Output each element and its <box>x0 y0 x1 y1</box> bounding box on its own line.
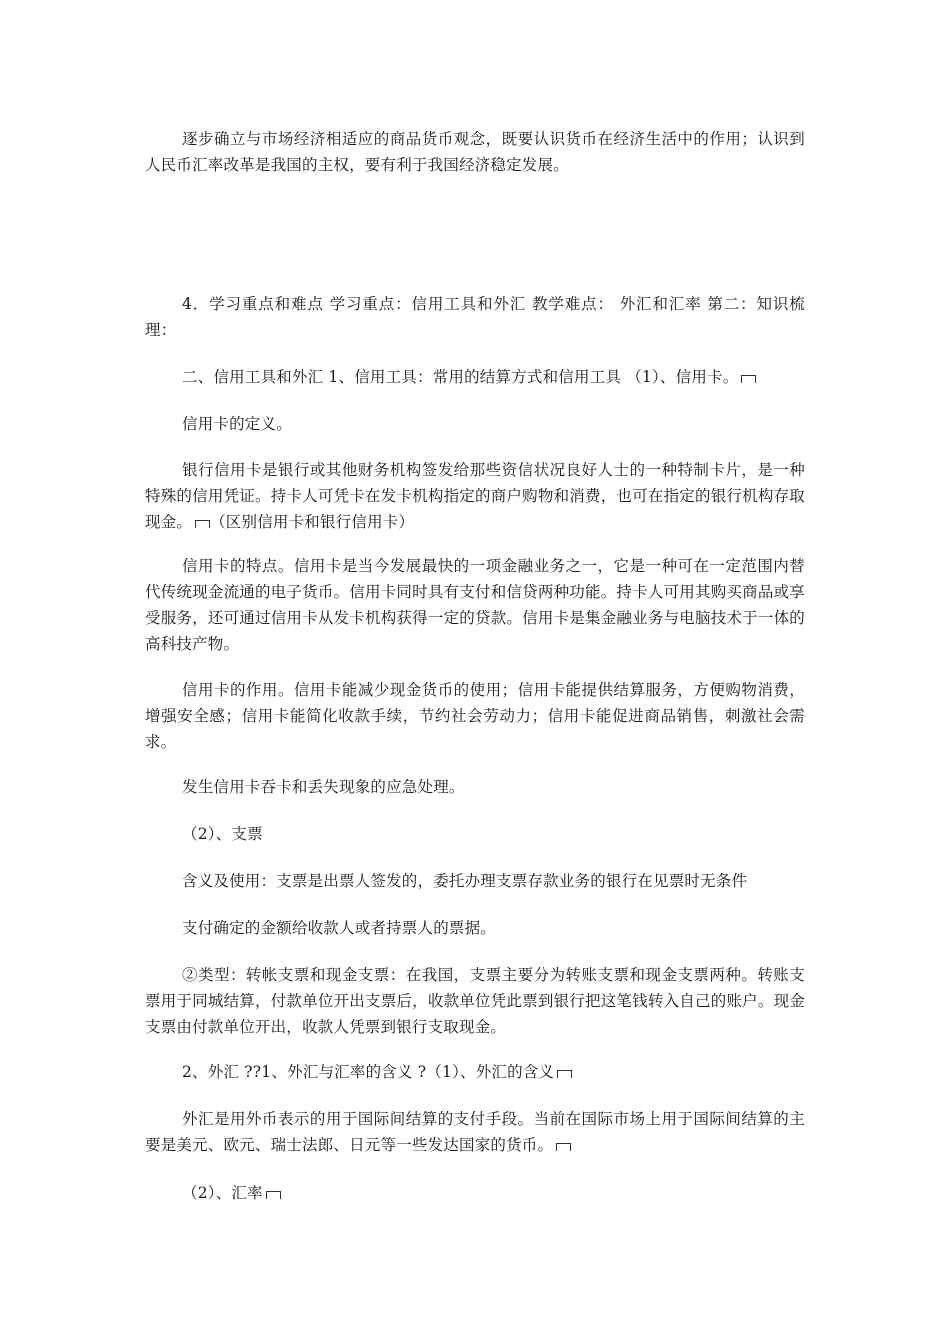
paragraph-cheque-meaning-cont <box>145 915 805 941</box>
paragraph-credit-card-definition-heading <box>145 411 805 437</box>
paragraph-text: 二、信用工具和外汇 1、信用工具：常用的结算方式和信用工具 （1）、信用卡。 <box>182 368 739 386</box>
paragraph-text: 外汇是用外币表示的用于国际间结算的支付手段。当前在国际市场上用于国际间结算的主要是美元、欧元、瑞士法郎、日元等一些发达国家的货币。 <box>145 1110 805 1154</box>
paragraph-text: （2）、汇率 <box>182 1184 263 1202</box>
paragraph-cheque-heading <box>145 821 805 847</box>
paragraph-text: 发生信用卡吞卡和丢失现象的应急处理。 <box>182 778 465 796</box>
paragraph-exchange-rate-heading <box>145 1180 805 1206</box>
paragraph-text: ②类型：转帐支票和现金支票：在我国，支票主要分为转账支票和现金支票两种。转账支票用于同城结算，付款单位开出支票后，收款单位凭此票到银行把这笔钱转入自己的账户。现金支票由付款单位开出，收款人凭票到银行支取现金。 <box>145 966 805 1036</box>
paragraph-text: 支付确定的金额给收款人或者持票人的票据。 <box>182 919 497 937</box>
paragraph-text: 逐步确立与市场经济相适应的商品货币观念，既要认识货币在经济生活中的作用；认识到人民币汇率改革是我国的主权，要有利于我国经济稳定发展。 <box>145 130 805 174</box>
paragraph-objective <box>145 126 805 178</box>
paragraph-text: （2）、支票 <box>182 825 263 843</box>
paragraph-emergency-handling <box>145 774 805 800</box>
paragraph-text: 4．学习重点和难点 学习重点：信用工具和外汇 教学难点： 外汇和汇率 第二：知识梳理： <box>145 295 805 339</box>
paragraph-foreign-exchange-meaning <box>145 1106 805 1158</box>
paragraph-text: 信用卡的作用。信用卡能减少现金货币的使用；信用卡能提供结算服务，方便购物消费，增强安全感；信用卡能简化收款手续，节约社会劳动力；信用卡能促进商品销售，刺激社会需求。 <box>145 681 805 751</box>
paragraph-credit-card-functions <box>145 677 805 755</box>
paragraph-key-points <box>145 291 805 343</box>
paragraph-note: （区别信用卡和银行信用卡） <box>210 513 415 531</box>
paragraph-text: 信用卡的定义。 <box>182 415 292 433</box>
bracket-mark-icon <box>266 1191 281 1199</box>
paragraph-cheque-types <box>145 962 805 1040</box>
bracket-mark-icon <box>741 375 756 383</box>
paragraph-section-heading <box>145 364 805 390</box>
paragraph-credit-card-definition <box>145 457 805 535</box>
bracket-mark-icon <box>556 1143 571 1151</box>
paragraph-cheque-meaning <box>145 868 805 894</box>
paragraph-text: 信用卡的特点。信用卡是当今发展最快的一项金融业务之一，它是一种可在一定范围内替代传统现金流通的电子货币。信用卡同时具有支付和信贷两种功能。持卡人可用其购买商品或享受服务，还可通过信用卡从发卡机构获得一定的贷款。信用卡是集金融业务与电脑技术于一体的高科技产物。 <box>145 557 805 653</box>
paragraph-credit-card-features <box>145 553 805 657</box>
bracket-mark-icon <box>195 520 210 528</box>
paragraph-foreign-exchange-heading <box>145 1059 805 1085</box>
bracket-mark-icon <box>557 1070 572 1078</box>
paragraph-text: 银行信用卡是银行或其他财务机构签发给那些资信状况良好人士的一种特制卡片，是一种特殊的信用凭证。持卡人可凭卡在发卡机构指定的商户购物和消费，也可在指定的银行机构存取现金。 <box>145 461 805 531</box>
paragraph-text: 2、外汇 ??1、外汇与汇率的含义 ?（1）、外汇的含义 <box>182 1063 555 1081</box>
paragraph-text: 含义及使用：支票是出票人签发的，委托办理支票存款业务的银行在见票时无条件 <box>182 872 748 890</box>
